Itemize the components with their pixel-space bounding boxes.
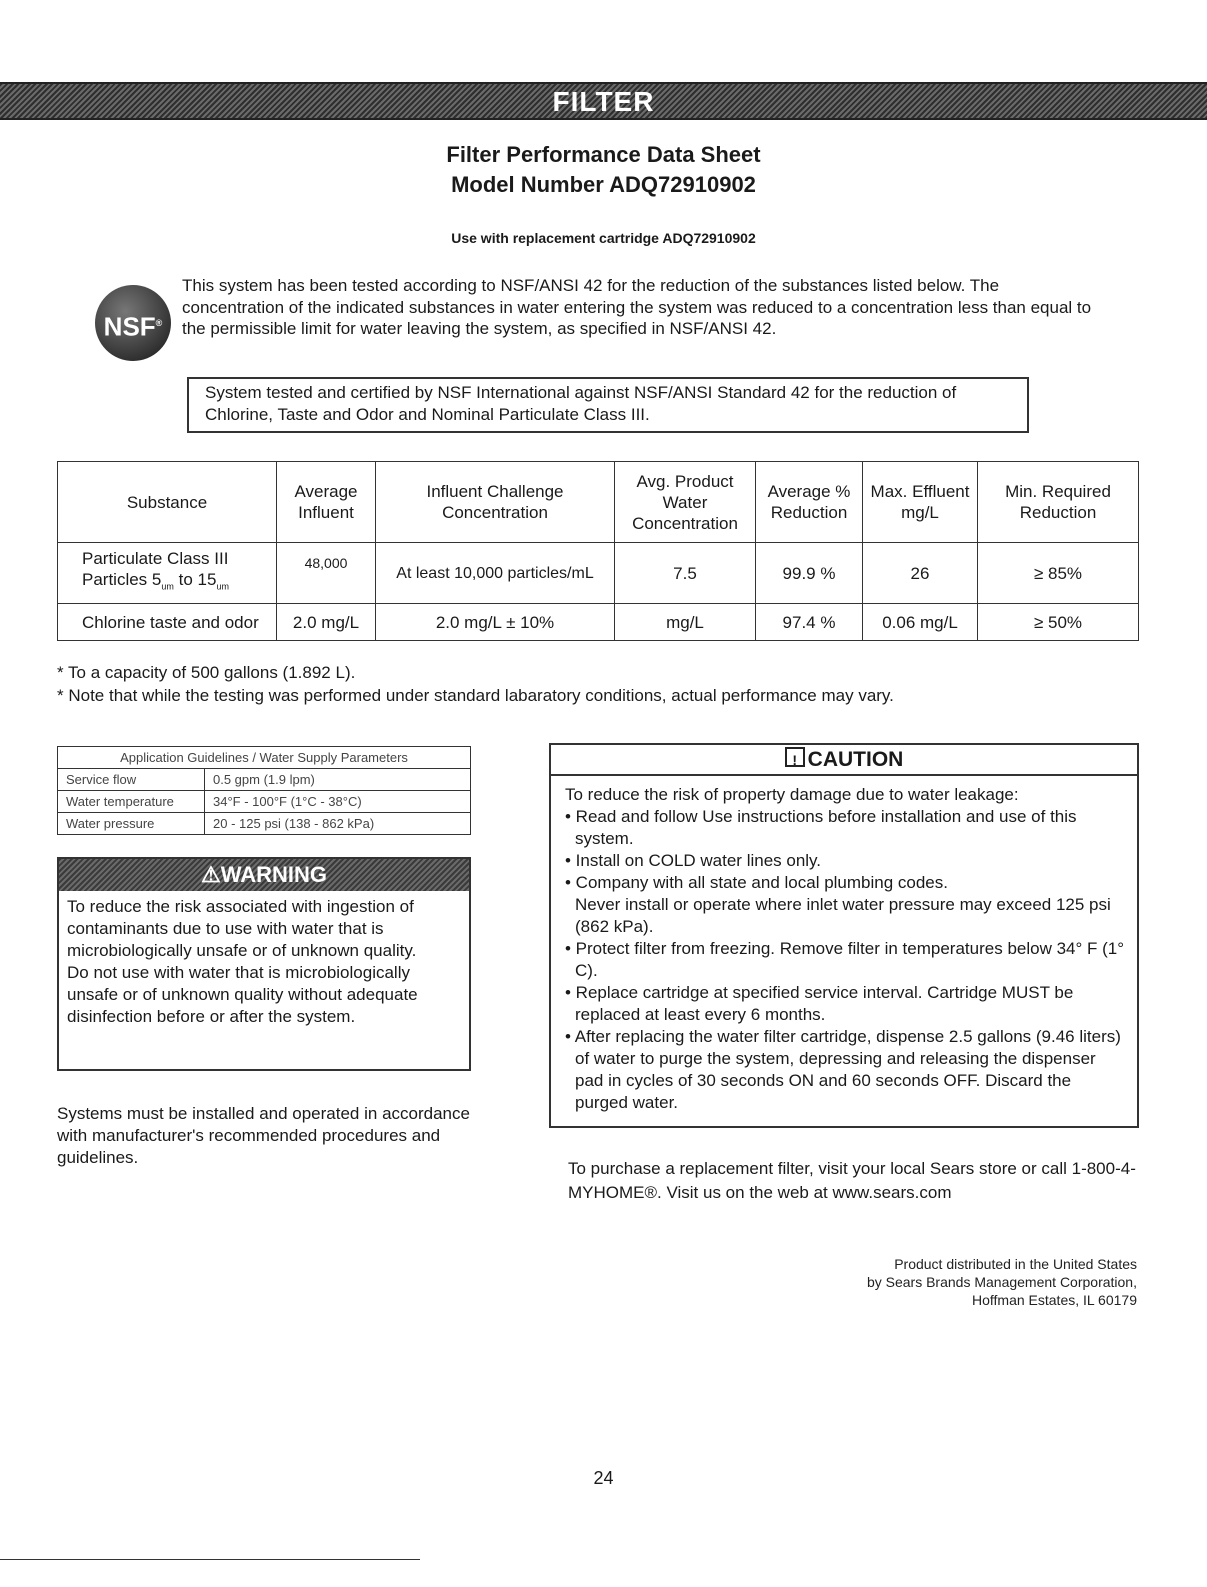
particles-text: to 15 bbox=[173, 570, 217, 590]
header-cell: Average Influent bbox=[277, 462, 376, 543]
distributor-line: Hoffman Estates, IL 60179 bbox=[972, 1292, 1137, 1308]
unit-sub: um bbox=[161, 581, 174, 592]
caution-item: • Install on COLD water lines only. bbox=[565, 851, 822, 870]
warning-paragraph: Do not use with water that is microbiologically unsafe or of unknown quality without adequate disinfection before or after the system. bbox=[67, 963, 418, 1026]
table-header-row bbox=[58, 462, 1139, 543]
table-row bbox=[58, 747, 471, 769]
guideline-label: Water pressure bbox=[58, 813, 205, 835]
page-number: 24 bbox=[593, 1468, 614, 1488]
caution-title: CAUTION bbox=[807, 748, 904, 771]
table-row bbox=[58, 769, 471, 791]
banner-title: FILTER bbox=[552, 86, 655, 117]
guidelines-table bbox=[57, 746, 471, 835]
table-cell: 2.0 mg/L bbox=[277, 604, 376, 641]
performance-table bbox=[57, 461, 1139, 641]
table-cell: 99.9 % bbox=[756, 543, 863, 604]
caution-body bbox=[551, 776, 1137, 1114]
caution-item: Never install or operate where inlet water pressure may exceed 125 psi (862 kPa). bbox=[575, 895, 1111, 936]
caution-item: • Company with all state and local plumbing codes. bbox=[565, 873, 948, 892]
sheet-title: Filter Performance Data Sheet bbox=[446, 142, 761, 167]
warning-body bbox=[59, 891, 469, 1028]
substance-line bbox=[82, 569, 272, 597]
caution-intro: To reduce the risk of property damage due to water leakage: bbox=[565, 785, 1019, 804]
header-cell: Influent Challenge Concentration bbox=[376, 462, 615, 543]
header-cell: Min. Required Reduction bbox=[978, 462, 1139, 543]
table-row bbox=[58, 791, 471, 813]
footnotes bbox=[57, 661, 894, 707]
caution-heading bbox=[551, 745, 1137, 776]
installation-note: Systems must be installed and operated in accordance with manufacturer's recommended procedures and guidelines. bbox=[57, 1104, 470, 1167]
caution-item: • Replace cartridge at specified service interval. Cartridge MUST be replaced at least every 6 months. bbox=[565, 983, 1074, 1024]
warning-paragraph: To reduce the risk associated with ingestion of contaminants due to use with water that is microbiologically unsafe or of unknown quality. bbox=[67, 897, 417, 960]
intro-paragraph: This system has been tested according to NSF/ANSI 42 for the reduction of the substances listed below. The concentration of the indicated substances in water entering the system was reduced to a concentration less than equal to the permissible limit for water leaving the system, as specified in NSF/ANSI 42. bbox=[182, 276, 1092, 338]
table-cell: 0.06 mg/L bbox=[863, 604, 978, 641]
warning-box bbox=[57, 857, 471, 1071]
table-cell: 26 bbox=[863, 543, 978, 604]
header-cell: Max. Effluent mg/L bbox=[863, 462, 978, 543]
table-cell: 48,000 bbox=[277, 543, 376, 604]
model-number: Model Number ADQ72910902 bbox=[451, 172, 756, 197]
table-cell: At least 10,000 particles/mL bbox=[376, 543, 615, 604]
header-cell: Avg. Product Water Concentration bbox=[615, 462, 756, 543]
warning-heading: ⚠WARNING bbox=[59, 859, 469, 891]
substance-line: Particulate Class III bbox=[82, 549, 229, 569]
table-cell: 97.4 % bbox=[756, 604, 863, 641]
particles-text: Particles 5 bbox=[82, 570, 162, 590]
nsf-logo-icon: NSF® bbox=[95, 285, 171, 361]
caution-icon bbox=[785, 747, 805, 767]
caution-box bbox=[549, 743, 1139, 1128]
substance-cell bbox=[58, 543, 277, 604]
header-cell: Average % Reduction bbox=[756, 462, 863, 543]
cartridge-subtitle: Use with replacement cartridge ADQ72910902 bbox=[451, 230, 756, 246]
footnote: * To a capacity of 500 gallons (1.892 L). bbox=[57, 663, 356, 682]
unit-sub: um bbox=[216, 581, 229, 592]
caution-item: • Read and follow Use instructions before installation and use of this system. bbox=[565, 807, 1077, 848]
table-cell: 2.0 mg/L ± 10% bbox=[376, 604, 615, 641]
guideline-label: Water temperature bbox=[58, 791, 205, 813]
header-cell: Substance bbox=[58, 462, 277, 543]
distributor-line: Product distributed in the United States bbox=[894, 1256, 1137, 1272]
footnote: * Note that while the testing was performed under standard labaratory conditions, actual performance may vary. bbox=[57, 686, 894, 705]
table-cell: Chlorine taste and odor bbox=[58, 604, 277, 641]
guideline-value: 0.5 gpm (1.9 lpm) bbox=[205, 769, 471, 791]
section-banner bbox=[0, 82, 1207, 120]
table-cell: ≥ 85% bbox=[978, 543, 1139, 604]
certification-box: System tested and certified by NSF International against NSF/ANSI Standard 42 for the reduction of Chlorine, Taste and Odor and Nominal Particulate Class III. bbox=[187, 377, 1029, 433]
table-row bbox=[58, 604, 1139, 641]
guideline-value: 34°F - 100°F (1°C - 38°C) bbox=[205, 791, 471, 813]
distributor-line: by Sears Brands Management Corporation, bbox=[866, 1274, 1137, 1290]
guideline-label: Service flow bbox=[58, 769, 205, 791]
table-row bbox=[58, 813, 471, 835]
table-cell: 7.5 bbox=[615, 543, 756, 604]
guideline-value: 20 - 125 psi (138 - 862 kPa) bbox=[205, 813, 471, 835]
caution-item: • After replacing the water filter cartridge, dispense 2.5 gallons (9.46 liters) of water to purge the system, depressing and releasing the dispenser pad in cycles of 30 seconds ON and 60 seconds OFF. Discard the purged water. bbox=[565, 1027, 1121, 1112]
guidelines-caption: Application Guidelines / Water Supply Parameters bbox=[58, 747, 471, 769]
purchase-info: To purchase a replacement filter, visit your local Sears store or call 1-800-4-MYHOME®. Visit us on the web at www.sears.com bbox=[568, 1159, 1136, 1202]
table-cell: ≥ 50% bbox=[978, 604, 1139, 641]
table-row bbox=[58, 543, 1139, 604]
bottom-rule bbox=[0, 1559, 420, 1560]
distributor-info bbox=[867, 1255, 1137, 1309]
caution-item: • Protect filter from freezing. Remove filter in temperatures below 34° F (1° C). bbox=[565, 939, 1125, 980]
table-cell: mg/L bbox=[615, 604, 756, 641]
nsf-logo-text: NSF bbox=[103, 311, 156, 342]
